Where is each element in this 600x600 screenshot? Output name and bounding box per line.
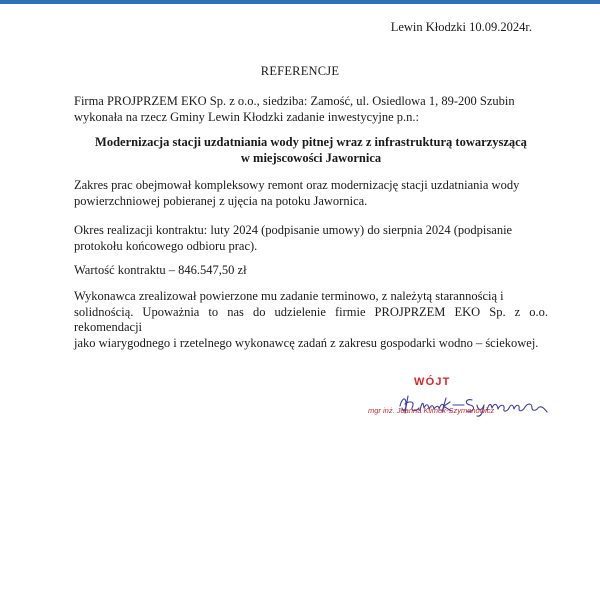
intro-line: wykonała na rzecz Gminy Lewin Kłodzki zadanie inwestycyjne p.n.: [74,109,420,124]
date-line: Lewin Kłodzki 10.09.2024r. [390,20,532,34]
signatory-name: mgr inż. Joanna Klimek-Szymanowicz [368,406,495,415]
header-rule [0,0,600,4]
intro-line: Firma PROJPRZEM EKO Sp. z o.o., siedziba: Zamość, ul. Osiedlowa 1, 89-200 Szubin [74,94,515,108]
contract-value [74,263,548,279]
closing-line: jako wiarygodnego i rzetelnego wykonawcę zadań z zakresu gospodarki wodno – ściekowej. [74,335,539,350]
document-title: REFERENCJE [260,64,340,78]
intro-paragraph [74,94,548,125]
scope-paragraph [74,178,548,209]
scope-line: powierzchniowej pobieranej z ujęcia na potoku Jawornica. [74,193,368,208]
subject-line: Modernizacja stacji uzdatniania wody pitnej wraz z infrastrukturą towarzyszącą [95,135,527,149]
scope-line: Zakres prac obejmował kompleksowy remont oraz modernizację stacji uzdatniania wody [74,178,520,192]
period-paragraph [74,223,548,254]
signature-block [356,370,556,440]
subject-line: w miejscowości Jawornica [240,150,382,165]
value-line: Wartość kontraktu – 846.547,50 zł [74,263,247,277]
signatory-title: WÓJT [414,376,451,388]
period-line: protokołu końcowego odbioru prac). [74,238,258,253]
closing-paragraph [74,289,548,351]
project-subject [74,135,548,166]
period-line: Okres realizacji kontraktu: luty 2024 (podpisanie umowy) do sierpnia 2024 (podpisanie [74,223,513,237]
closing-line: solidnością. Upoważnia to nas do udzielenie firmie PROJPRZEM EKO Sp. z o.o. rekomendacji [74,304,548,334]
closing-line: Wykonawca zrealizował powierzone mu zadanie terminowo, z należytą starannością i [74,289,504,303]
handwritten-signature [356,386,556,422]
